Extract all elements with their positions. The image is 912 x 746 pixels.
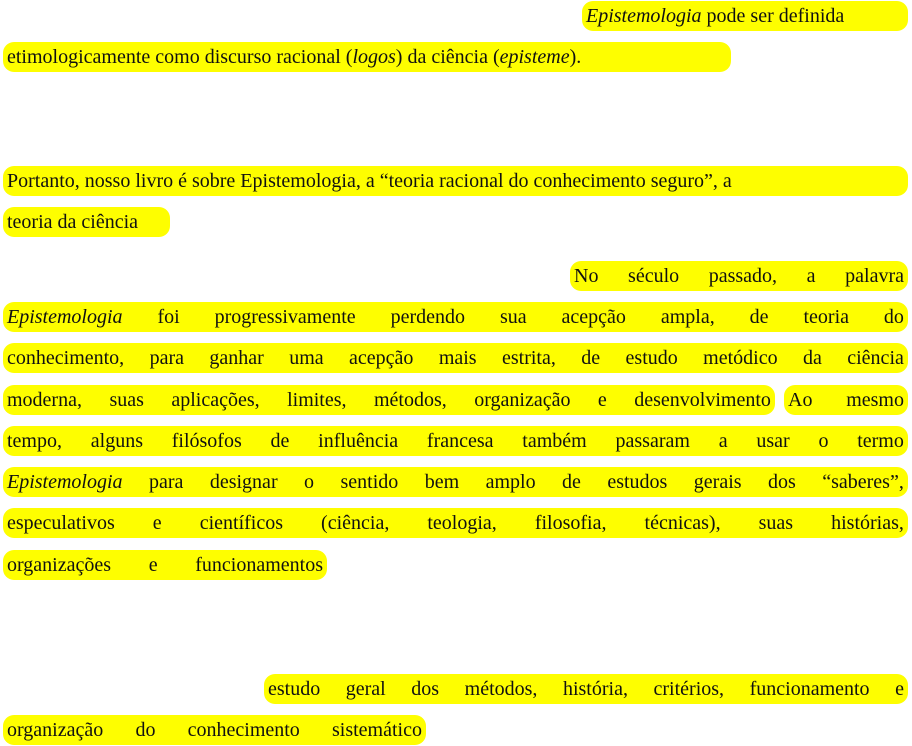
word: suas [758,512,794,534]
word: técnicas), [644,512,721,534]
italic-term: logos [352,46,396,68]
word: critérios, [653,678,725,700]
highlight-line [264,674,908,704]
word: perdendo [390,306,466,328]
word: história, [562,678,628,700]
word: geral [345,678,386,700]
word: organização [474,389,571,411]
word: para [148,471,184,493]
word: progressivamente [214,306,356,328]
word: acepção [561,306,626,328]
word: métodos, [464,678,538,700]
word: do [135,719,156,741]
highlight-line [582,1,908,31]
highlight-line [3,42,731,72]
text-span: ) da ciência ( [395,46,500,68]
highlight-line [3,385,775,415]
word: No [574,265,599,287]
word: aplicações, [171,389,260,411]
word: desenvolvimento [634,389,771,411]
word: termo [857,430,904,452]
word: dos [411,678,440,700]
word: mesmo [846,389,904,411]
highlight-line [3,508,908,538]
word: e [895,678,904,700]
highlight-line [3,207,170,237]
word: sua [499,306,527,328]
word: estudo [625,347,678,369]
word: (ciência, [321,512,390,534]
word: bem [424,471,460,493]
word: e [597,389,607,411]
word: conhecimento [187,719,300,741]
word: de [270,430,290,452]
word: a [806,265,816,287]
highlight-line [3,166,908,196]
highlight-line [3,550,327,580]
word: de [581,347,601,369]
highlight-line [3,467,908,497]
word: de [562,471,581,493]
word: tempo, [7,430,62,452]
word: mais [438,347,477,369]
word: Ao [788,389,813,411]
italic-term: Epistemologia [586,5,702,27]
word: a [718,430,728,452]
word: século [628,265,680,287]
word: influência [318,430,399,452]
highlight-line [570,261,908,291]
word: limites, [287,389,347,411]
word: ganhar [209,347,264,369]
word: estudos [607,471,668,493]
word: passaram [615,430,690,452]
text-span: pode ser definida [706,5,845,27]
italic-term: Epistemologia [7,306,123,328]
word: dos [767,471,796,493]
word: funcionamentos [195,554,323,576]
word: passado, [708,265,778,287]
word: acepção [349,347,414,369]
word: usar [756,430,790,452]
word: ciência [847,347,904,369]
word: suas [109,389,144,411]
word: amplo [485,471,536,493]
text-span: teoria da ciência [7,211,139,233]
word: estrita, [501,347,556,369]
word: estudo [268,678,321,700]
word: “saberes”, [822,471,904,493]
word: o [304,471,315,493]
word: ampla, [660,306,715,328]
text-span: ). [569,46,582,68]
word: francesa [426,430,494,452]
word: métodos, [373,389,447,411]
word: uma [289,347,324,369]
highlight-line [3,302,908,332]
italic-term: Epistemologia [7,471,123,493]
word: teoria [803,306,849,328]
word: organizações [7,554,112,576]
word: especulativos [7,512,115,534]
word: e [152,512,162,534]
word: palavra [845,265,904,287]
word: funcionamento [749,678,870,700]
word: e [148,554,158,576]
word: sistemático [332,719,422,741]
word: moderna, [7,389,82,411]
word: metódico [703,347,778,369]
word: designar [209,471,278,493]
text-span: etimologicamente como discurso racional ( [7,46,353,68]
word: o [818,430,829,452]
word: foi [157,306,180,328]
highlight-line [784,385,908,415]
highlight-line [3,343,908,373]
italic-term: episteme [499,46,570,68]
word: filosofia, [534,512,607,534]
word: histórias, [831,512,904,534]
word: teologia, [427,512,497,534]
word: do [883,306,904,328]
word: filósofos [171,430,242,452]
word: da [802,347,822,369]
highlight-line [3,426,908,456]
word: sentido [340,471,399,493]
highlight-line [3,715,426,745]
text-span: Portanto, nosso livro é sobre Epistemologia, a “teoria racional do conhecimento seguro”, a [7,170,732,192]
word: conhecimento, [7,347,125,369]
word: alguns [90,430,143,452]
word: organização [7,719,104,741]
word: também [522,430,587,452]
word: científicos [199,512,284,534]
word: para [149,347,184,369]
word: gerais [693,471,742,493]
word: de [749,306,769,328]
